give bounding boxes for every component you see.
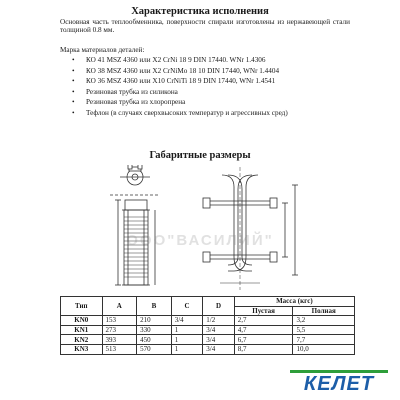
brand-logo [284,368,394,394]
cell-type: KN2 [61,335,103,345]
dimensions-table [60,296,355,355]
cell-a: 393 [102,335,137,345]
cell-d: 1/2 [203,316,235,326]
kelet-logo-graphic [284,368,394,394]
material-item: • КО 38 MSZ 4360 или X2 CrNiMo 18 10 DIN 17440, WNr 1.4404 [72,66,362,77]
cell-b: 210 [137,316,172,326]
table-row [61,344,355,354]
cell-mass-empty: 8,7 [234,344,293,354]
materials-heading: Марка материалов деталей: [60,46,145,54]
section-title-dimensions: Габаритные размеры [149,150,251,161]
material-item: • КО 41 MSZ 4360 или X2 CrNi 18 9 DIN 17440. WNr 1.4306 [72,55,362,66]
column-header-type: Тип [61,297,103,316]
cell-mass-full: 5,5 [293,325,355,335]
watermark: ООО"ВАСИЛИЙ" [126,232,274,249]
material-item: • Резиновая трубка из хлоропрена [72,97,362,108]
cell-c: 3/4 [171,316,203,326]
material-item: • КО 36 MSZ 4360 или X10 CrNiTi 18 9 DIN 17440, WNr 1.4541 [72,76,362,87]
cell-a: 513 [102,344,137,354]
cell-mass-empty: 6,7 [234,335,293,345]
material-item: • Тефлон (в случаях сверхвысоких температур и агрессивных сред) [72,108,362,119]
logo-wordmark: КЕЛЕТ [303,373,375,394]
cell-b: 450 [137,335,172,345]
column-header-full: Полная [293,306,355,316]
top-view-drawing [120,165,150,185]
column-header-b: B [137,297,172,316]
cell-a: 273 [102,325,137,335]
cell-mass-full: 3,2 [293,316,355,326]
technical-drawing [80,165,320,295]
cell-mass-full: 10,0 [293,344,355,354]
column-header-empty: Пустая [234,306,293,316]
materials-list [72,55,362,119]
column-header-c: C [171,297,203,316]
cell-a: 153 [102,316,137,326]
cell-b: 330 [137,325,172,335]
cell-type: KN1 [61,325,103,335]
cell-mass-empty: 2,7 [234,316,293,326]
cell-c: 1 [171,325,203,335]
cell-d: 3/4 [203,325,235,335]
description-paragraph: Основная часть теплообменника, поверхности спирали изготовлены из нержавеющей стали толщиной 0.8 мм. [60,18,350,35]
material-item: • Резиновая трубка из силикона [72,87,362,98]
table-row [61,335,355,345]
cell-c: 1 [171,344,203,354]
table-row [61,325,355,335]
cell-d: 3/4 [203,335,235,345]
column-header-a: A [102,297,137,316]
cell-type: KN3 [61,344,103,354]
cell-b: 570 [137,344,172,354]
column-header-d: D [203,297,235,316]
pipe-assembly-drawing [203,167,298,290]
column-header-mass: Масса (кгс) [234,297,354,307]
section-title-characteristics: Характеристика исполнения [131,6,269,17]
cell-type: KN0 [61,316,103,326]
cell-d: 3/4 [203,344,235,354]
cell-mass-full: 7,7 [293,335,355,345]
table-header-row [61,297,355,307]
cell-mass-empty: 4,7 [234,325,293,335]
table-row [61,316,355,326]
cell-c: 1 [171,335,203,345]
